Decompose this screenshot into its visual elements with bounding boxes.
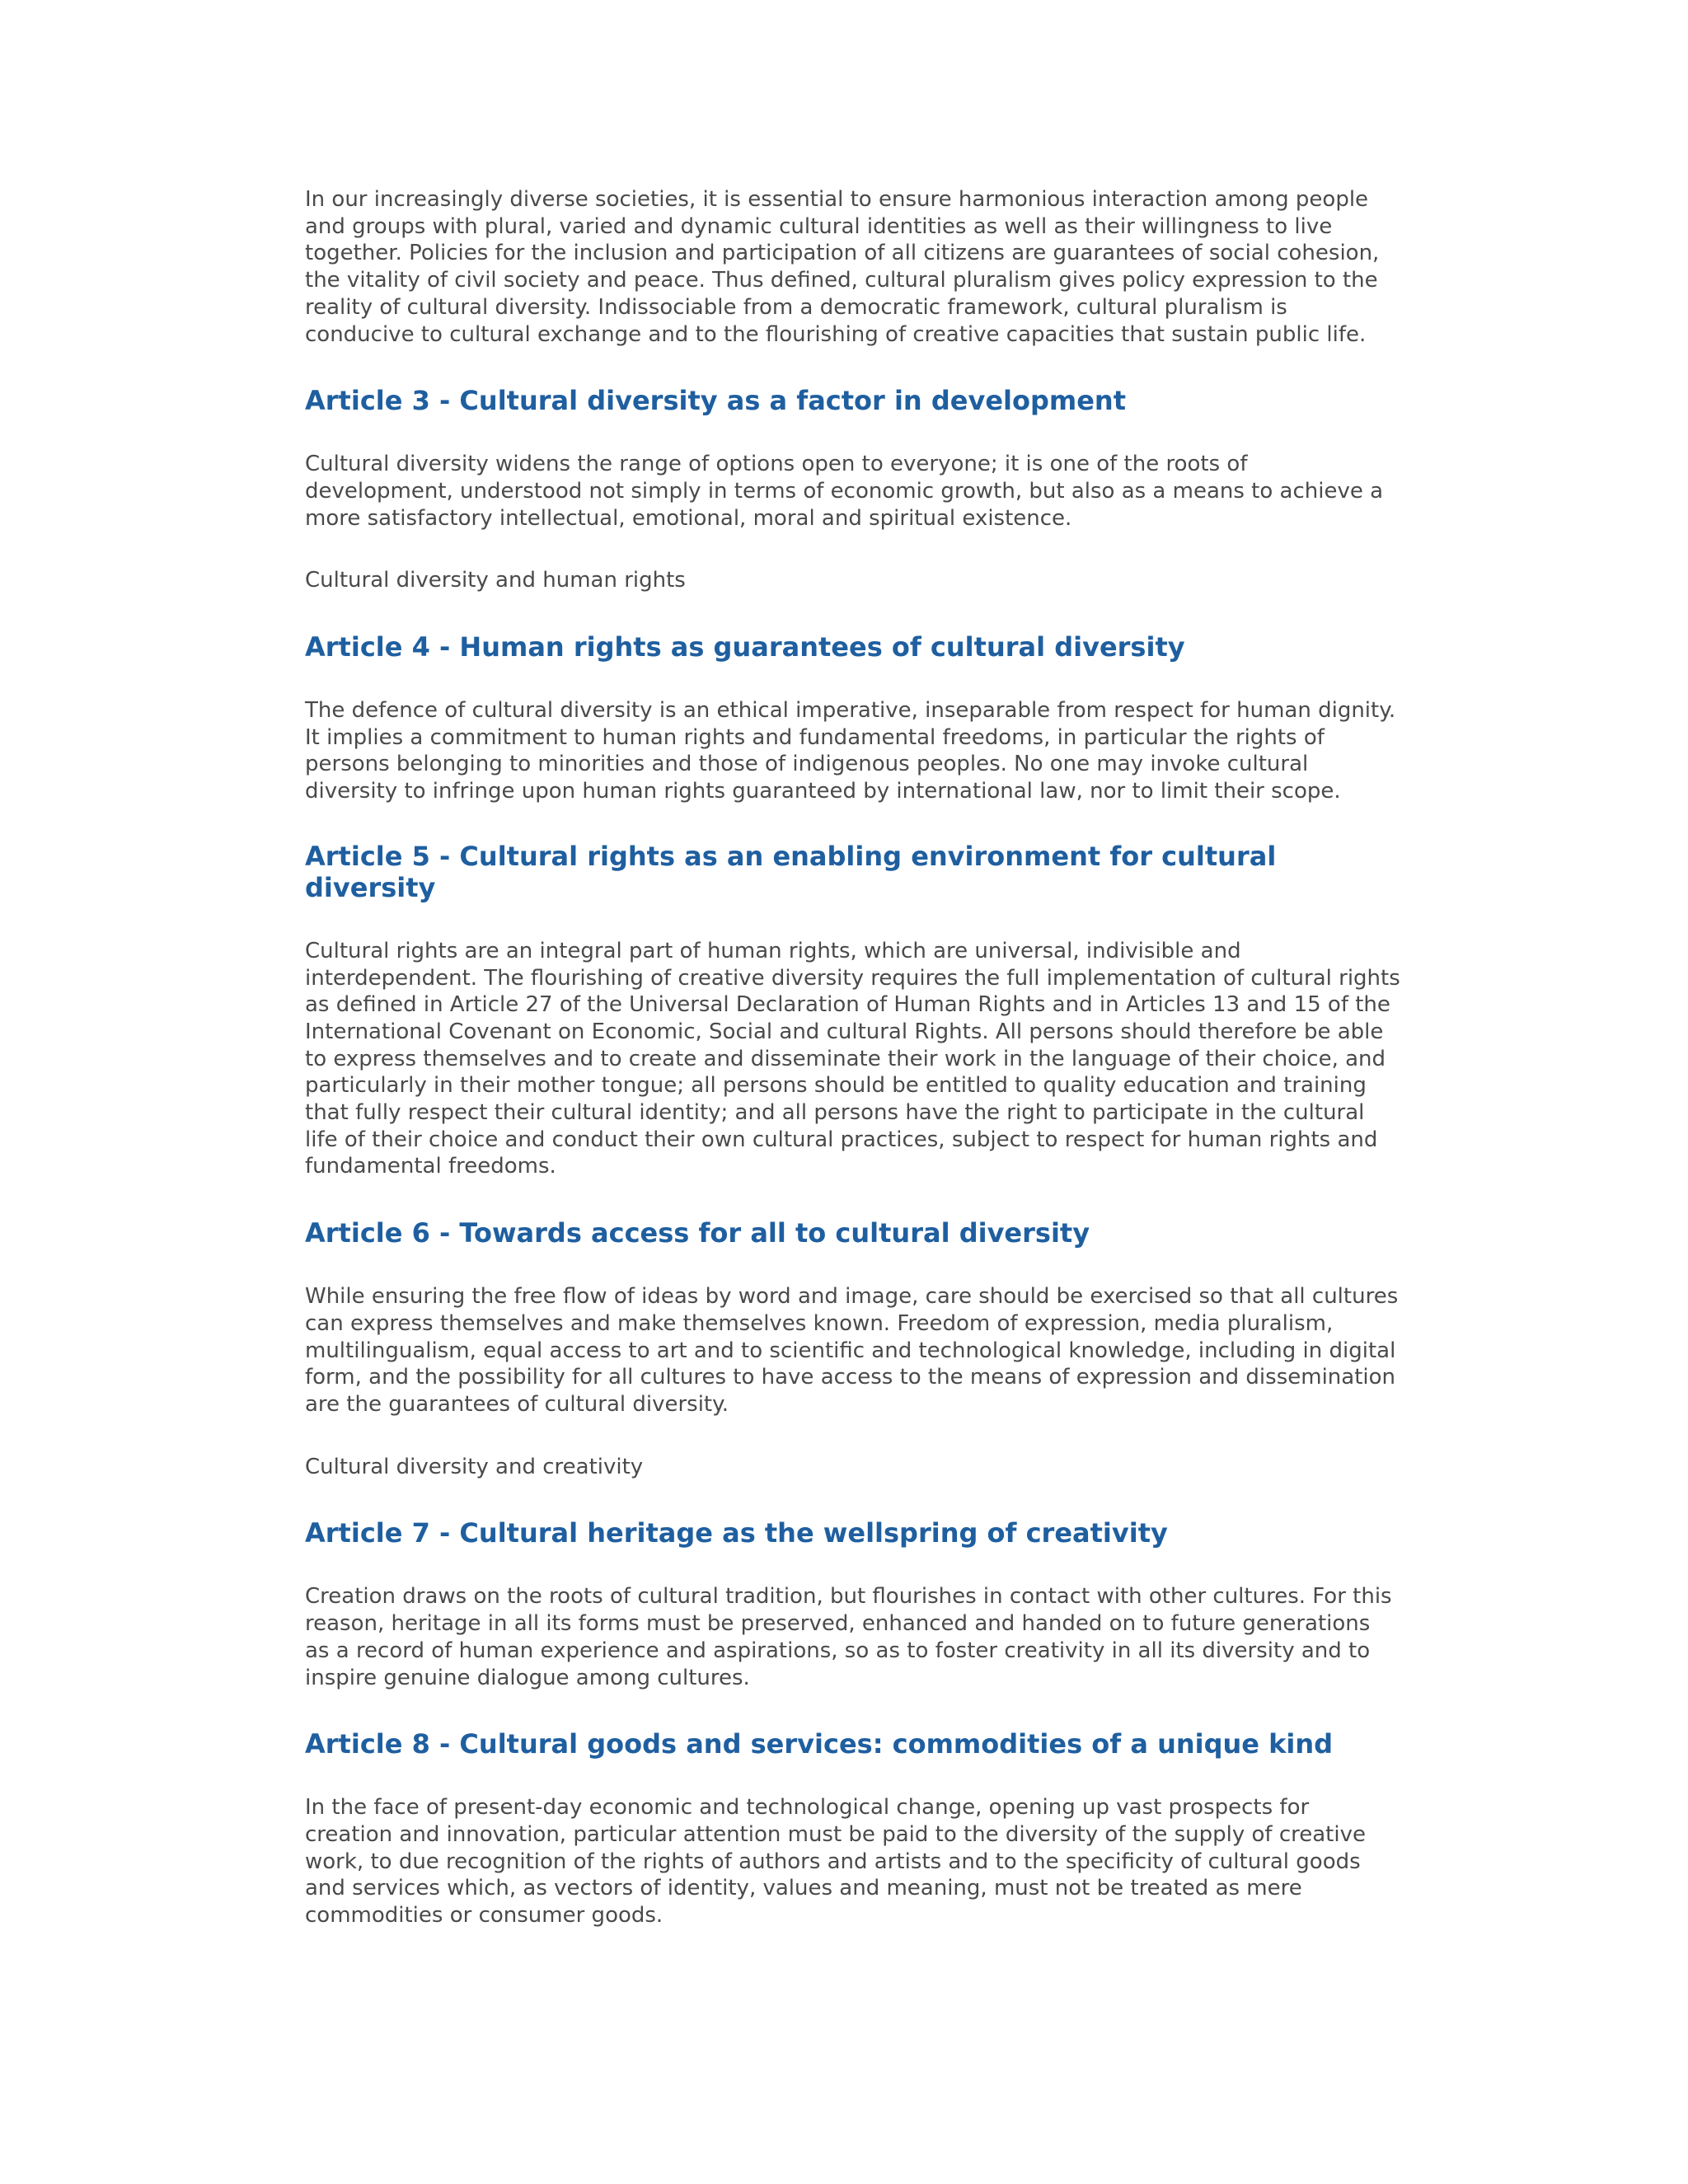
article-4-paragraph: The defence of cultural diversity is an ethical imperative, inseparable from respect for human dignity. It implies a commitment to human rights and fundamental freedoms, in particular the rights of persons belonging to minorities and those of indigenous peoples. No one may invoke cultural diversity to infringe upon human rights guaranteed by international law, nor to limit their scope. [305, 698, 1396, 804]
document-page [305, 186, 1401, 1929]
article-3-heading: Article 3 - Cultural diversity as a factor in development [305, 385, 1126, 417]
article-6-paragraph: While ensuring the free flow of ideas by word and image, care should be exercised so that all cultures can express themselves and make themselves known. Freedom of expression, media pluralism, multilingualism, equal access to art and to scientific and technological knowledge, including in digital form, and the possibility for all cultures to have access to the means of expression and dissemination are the guarantees of cultural diversity. [305, 1284, 1399, 1417]
article-5-paragraph: Cultural rights are an integral part of human rights, which are universal, indivisible and interdependent. The flourishing of creative diversity requires the full implementation of cultural rights as defined in Article 27 of the Universal Declaration of Human Rights and in Articles 13 and 15 of the International Covenant on Economic, Social and cultural Rights. All persons should therefore be able to express themselves and to create and disseminate their work in the language of their choice, and particularly in their mother tongue; all persons should be entitled to quality education and training that fully respect their cultural identity; and all persons have the right to participate in the cultural life of their choice and conduct their own cultural practices, subject to respect for human rights and fundamental freedoms. [305, 938, 1400, 1179]
intro-paragraph: In our increasingly diverse societies, it is essential to ensure harmonious interaction among people and groups with plural, varied and dynamic cultural identities as well as their willingness to live together. Policies for the inclusion and participation of all citizens are guarantees of social cohesion, the vitality of civil society and peace. Thus defined, cultural pluralism gives policy expression to the reality of cultural diversity. Indissociable from a democratic framework, cultural pluralism is conducive to cultural exchange and to the flourishing of creative capacities that sustain public life. [305, 187, 1380, 347]
article-3-paragraph: Cultural diversity widens the range of options open to everyone; it is one of the roots of development, understood not simply in terms of economic growth, but also as a means to achieve a more satisfactory intellectual, emotional, moral and spiritual existence. [305, 452, 1384, 531]
article-7-heading: Article 7 - Cultural heritage as the wellspring of creativity [305, 1517, 1168, 1549]
article-8-paragraph: In the face of present-day economic and technological change, opening up vast prospects for creation and innovation, particular attention must be paid to the diversity of the supply of creative work, to due recognition of the rights of authors and artists and to the specificity of cultural goods and services which, as vectors of identity, values and meaning, must not be treated as mere commodities or consumer goods. [305, 1795, 1366, 1929]
article-6-heading: Article 6 - Towards access for all to cultural diversity [305, 1217, 1090, 1249]
article-7-paragraph: Creation draws on the roots of cultural tradition, but flourishes in contact with other cultures. For this reason, heritage in all its forms must be preserved, enhanced and handed on to future generations as a record of human experience and aspirations, so as to foster creativity in all its diversity and to inspire genuine dialogue among cultures. [305, 1584, 1392, 1690]
section-label-creativity: Cultural diversity and creativity [305, 1454, 644, 1479]
article-5-heading: Article 5 - Cultural rights as an enabling environment for cultural diversity [305, 840, 1277, 903]
article-8-heading: Article 8 - Cultural goods and services: commodities of a unique kind [305, 1728, 1334, 1760]
section-label-human-rights: Cultural diversity and human rights [305, 568, 686, 593]
article-4-heading: Article 4 - Human rights as guarantees of cultural diversity [305, 631, 1185, 663]
